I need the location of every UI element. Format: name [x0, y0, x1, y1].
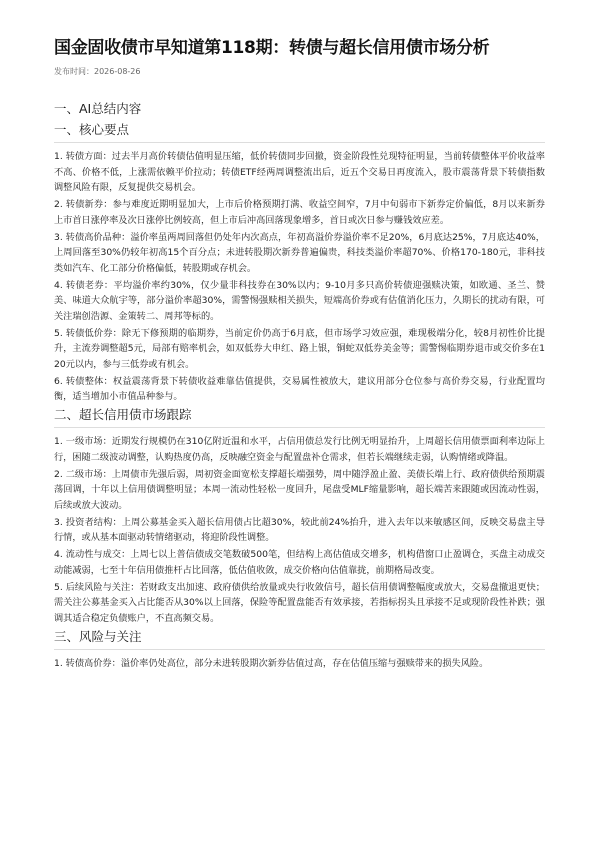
list-item: 4. 转债老券：平均溢价率约30%，仅少量非科技券在30%以内；9-10月多只高价转债迎强赎决策，如欧通、圣兰、赞美、味道大众航宇等，部分溢价率超30%，需警惕强赎相关损失，短端高价券或有估值消化压力，久期长的扰动有限，可关注瑞创浩源、金策转二、周邦等标的。	[54, 279, 545, 322]
list-item: 3. 转债高价品种：溢价率虽两周回落但仍处年内次高点，年初高溢价券溢价率不足20%，6月底达25%，7月底达40%，上周回落至30%仍较年初高15个百分点；未进转股期次新券普遍偏贵，科技类溢价率超70%、价格170-180元，非科技类如汽车、化工部分价格偏低，转股期或存机会。	[54, 231, 545, 274]
list-item: 5. 后续风险与关注：若财政支出加速、政府债供给放量或央行收敛信号，超长信用债调整幅度或放大，交易盘撤退更快；需关注公募基金买入占比能否从30%以上回落，保险等配置盘能否有效承接，若指标拐头且承接不足或现阶段性补跌；强调其适合稳定负债账户，不直高频交易。	[54, 581, 545, 624]
divider	[54, 649, 545, 650]
list-item: 1. 一级市场：近期发行规模仍在310亿附近温和水平，占信用债总发行比例无明显抬升，上周超长信用债票面利率边际上行，困随二级波动调整，认购热度仍高，反映融空资金与配置盘补仓需求，但若长端继续走弱，认购情绪或降温。	[54, 436, 545, 463]
section-tracking: 二、超长信用债市场跟踪	[54, 407, 192, 422]
key-points-list	[54, 149, 545, 405]
section-ai-summary: 一、AI总结内容	[54, 101, 142, 116]
list-item: 1. 转债高价券：溢价率仍处高位，部分未进转股期次新券估值过高，存在估值压缩与强赎带来的损失风险。	[54, 657, 489, 669]
list-item: 4. 流动性与成交：上周七以上普信债成交笔数破500笔，但结构上高估值成交增多，机构借窗口止盈调仓，买盘主动成交动能减弱，七至十年信用债推杆占比回落，低估值收敛，成交价格向估值靠拢，前期格局改变。	[54, 549, 545, 576]
publish-date: 发布时间：2026-08-26	[54, 67, 141, 76]
document-title: 国金固收债市早知道第118期：转债与超长信用债市场分析	[54, 38, 490, 58]
section-risks: 三、风险与关注	[54, 628, 142, 644]
tracking-list	[54, 434, 545, 626]
risks-list	[54, 656, 545, 672]
list-item: 2. 二级市场：上周债市先强后弱，周初资金面宽松支撑超长端强势，周中随浮盈止盈、美债长端上行、政府债供给预期震荡回调，十年以上信用债调整明显；本周一流动性轻松一度回升，尾盘受MLF缩量影响，超长端苦来跟随或因流动性弱，后续或放大波动。	[54, 468, 545, 511]
list-item: 1. 转债方面：过去半月高价转债估值明显压缩，低价转债同步回撤，资金阶段性兑现特征明显，当前转债整体平价收益率不高、价格不低，上涨需依赖平价拉动；转债ETF经两周调整流出后，近五个交易日再度流入，股市震荡背景下转债指数调整风险有限，反复提供交易机会。	[54, 151, 545, 193]
list-item: 2. 转债新券：参与难度近期明显加大，上市后价格预期打满、收益空间窄，7月中旬弱市下新券定价偏低，8月以来新券上市首日涨停率及次日涨停比例较高，但上市后冲高回落现象增多，首日或次日参与赚钱效应差。	[54, 199, 545, 226]
divider	[54, 427, 545, 428]
list-item: 3. 投资者结构：上周公募基金买入超长信用债占比超30%，较此前24%抬升，进入去年以来敏感区间，反映交易盘主导行情，或从基本面驱动转情绪驱动，将迎阶段性调整。	[54, 516, 545, 543]
section-key-points: 一、核心要点	[54, 122, 130, 137]
divider	[54, 142, 545, 143]
list-item: 5. 转债低价券：除无下修预期的临期券，当前定价仍高于6月底，但市场学习效应强，难现极端分化，较8月初性价比提升，主流券调整超5元，局部有赔率机会，如双低券大申红、路上银，铜蛇双低券美金等；需警惕临期券退市或交价多在120元以内，参与三低券或有机会。	[54, 327, 545, 370]
list-item: 6. 转债整体：权益震荡背景下转债收益难靠估值提供，交易属性被放大，建议用部分仓位参与高价券交易，行业配置均衡，适当增加小市值品种参与。	[54, 375, 545, 402]
